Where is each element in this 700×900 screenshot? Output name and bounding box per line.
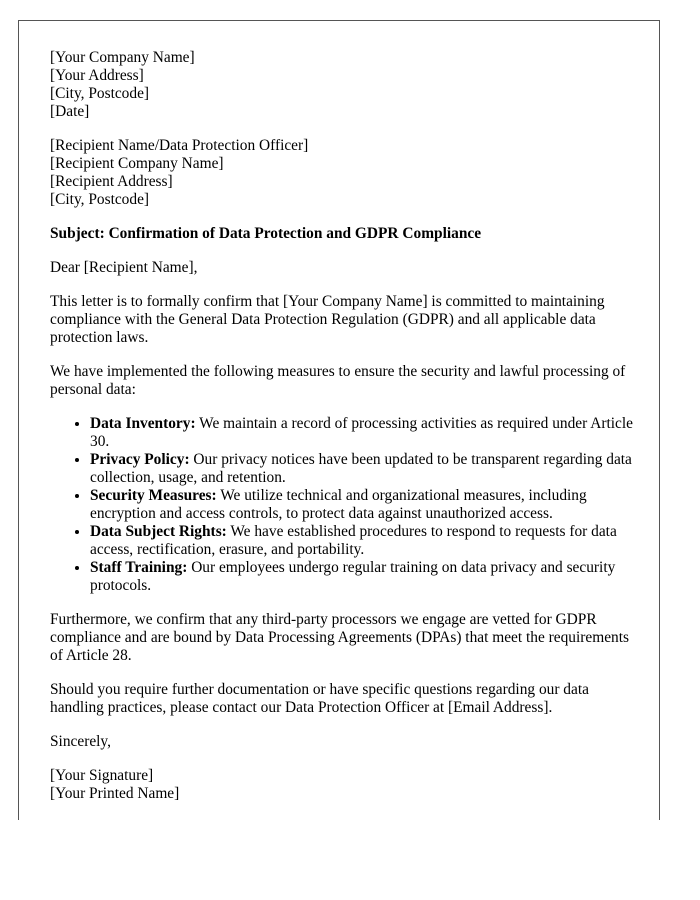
sender-city: [City, Postcode] (50, 85, 150, 102)
recipient-city: [City, Postcode] (50, 191, 150, 208)
recipient-company: [Recipient Company Name] (50, 155, 224, 172)
letter-date: [Date] (50, 103, 90, 120)
measure-term: Data Inventory: (90, 415, 196, 432)
subject-line: Subject: Confirmation of Data Protection and GDPR Compliance (50, 225, 482, 242)
letter-page (18, 20, 660, 820)
recipient-name: [Recipient Name/Data Protection Officer] (50, 137, 309, 154)
measures-list (50, 415, 640, 595)
measure-term: Staff Training: (90, 559, 188, 576)
sender-company: [Your Company Name] (50, 49, 195, 66)
sender-address: [Your Address] (50, 67, 144, 84)
measure-term: Security Measures: (90, 487, 217, 504)
sender-address-block (50, 49, 640, 121)
list-item (90, 523, 640, 559)
contact-paragraph: Should you require further documentation or have specific questions regarding our data handling practices, please contact our Data Protection Officer at [Email Address]. (50, 681, 589, 716)
measures-intro-paragraph: We have implemented the following measures to ensure the security and lawful processing of personal data: (50, 363, 626, 398)
measure-text: We have established procedures to respond to requests for data access, rectification, erasure, and portability. (90, 523, 617, 558)
measure-term: Data Subject Rights: (90, 523, 227, 540)
recipient-address-block (50, 137, 640, 209)
measure-text: We utilize technical and organizational measures, including encryption and access controls, to protect data against unauthorized access. (90, 487, 587, 522)
signature-block (50, 767, 640, 803)
measure-text: Our privacy notices have been updated to be transparent regarding data collection, usage, and retention. (90, 451, 632, 486)
list-item (90, 487, 640, 523)
list-item (90, 559, 640, 595)
closing: Sincerely, (50, 733, 111, 750)
measure-term: Privacy Policy: (90, 451, 190, 468)
intro-paragraph: This letter is to formally confirm that [Your Company Name] is committed to maintaining compliance with the General Data Protection Regulation (GDPR) and all applicable data protection laws. (50, 293, 605, 346)
recipient-address: [Recipient Address] (50, 173, 173, 190)
list-item (90, 415, 640, 451)
measure-text: Our employees undergo regular training on data privacy and security protocols. (90, 559, 616, 594)
salutation: Dear [Recipient Name], (50, 259, 198, 276)
printed-name: [Your Printed Name] (50, 785, 180, 802)
measure-text: We maintain a record of processing activities as required under Article 30. (90, 415, 633, 450)
signature-line: [Your Signature] (50, 767, 154, 784)
list-item (90, 451, 640, 487)
third-party-paragraph: Furthermore, we confirm that any third-party processors we engage are vetted for GDPR compliance and are bound by Data Processing Agreements (DPAs) that meet the requirements of Article 28. (50, 611, 629, 664)
letter-content (50, 49, 640, 819)
